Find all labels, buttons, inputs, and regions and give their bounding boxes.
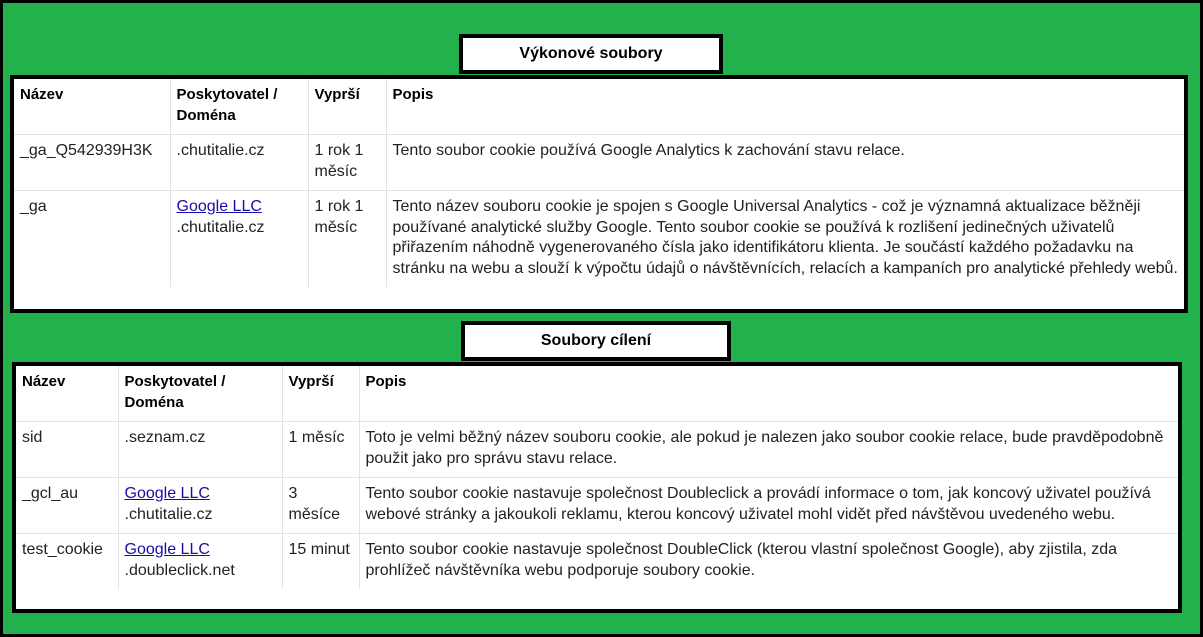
cookie-provider [118,422,282,478]
cookie-domain: .chutitalie.cz [176,142,265,159]
section-title-text: Soubory cílení [540,332,652,349]
table-row [16,422,1178,478]
cookie-domain: .doubleclick.net [124,561,235,579]
cookie-provider [118,478,282,534]
header-expires: Vyprší [308,79,386,135]
cookie-domain: .seznam.cz [124,429,206,446]
table-row [14,191,1184,288]
section-title-targeting [461,321,731,361]
cookie-name: _ga [14,191,170,288]
header-name: Název [16,366,118,422]
cookie-description: Toto je velmi běžný název souboru cookie, ale pokud je nalezen jako soubor cookie relace, bude pravděpodobně použit jako pro správu stavu relace. [359,422,1178,478]
cookie-domain: .chutitalie.cz [176,218,265,236]
cookie-expires: 1 měsíc [282,422,359,478]
cookie-description: Tento název souboru cookie je spojen s Google Universal Analytics - což je významná aktualizace běžněji používané analytické služby Google. Tento soubor cookie se používá k rozlišení jedinečných uživatelů přiřazením náhodně vygenerovaného čísla jako identifikátoru klienta. Je součástí každého požadavku na stránku na webu a slouží k výpočtu údajů o návštěvnících, relacích a kampaních pro analytické přehledy webů. [392,198,1178,277]
cookie-description: Tento soubor cookie nastavuje společnost Doubleclick a provádí informace o tom, jak koncový uživatel používá webové stránky a jakoukoli reklamu, kterou koncový uživatel mohl vidět před návštěvou uvedeného webu. [359,478,1178,534]
cookie-name: _ga_Q542939H3K [14,135,170,191]
cookie-expires: 1 rok 1 měsíc [308,191,386,288]
page-background [3,3,1200,634]
cookie-expires: 3 měsíce [282,478,359,534]
cookie-description: Tento soubor cookie používá Google Analytics k zachování stavu relace. [386,135,1184,191]
header-name: Název [14,79,170,135]
table-row [16,478,1178,534]
targeting-cookies-table [12,362,1182,613]
table-header-row [16,366,1178,422]
cookie-provider [170,191,308,288]
provider-link[interactable]: Google LLC [124,541,210,558]
table-row [16,534,1178,590]
cookie-provider [170,135,308,191]
table-row [14,135,1184,191]
header-expires: Vyprší [282,366,359,422]
cookie-provider [118,534,282,590]
provider-link[interactable]: Google LLC [176,198,262,215]
cookie-name: _gcl_au [16,478,118,534]
provider-link[interactable]: Google LLC [124,485,210,502]
header-provider: Poskytovatel / Doména [118,366,282,422]
cookie-domain: .chutitalie.cz [124,505,213,523]
header-provider: Poskytovatel / Doména [170,79,308,135]
cookie-name: test_cookie [16,534,118,590]
cookie-expires: 1 rok 1 měsíc [308,135,386,191]
cookie-expires: 15 minut [282,534,359,590]
table-header-row [14,79,1184,135]
header-description: Popis [359,366,1178,422]
performance-cookies-table [10,75,1188,313]
header-description: Popis [386,79,1184,135]
cookie-description: Tento soubor cookie nastavuje společnost DoubleClick (kterou vlastní společnost Google), aby zjistila, zda prohlížeč návštěvníka webu podporuje soubory cookie. [365,541,1118,579]
section-title-text: Výkonové soubory [519,45,663,62]
section-title-performance [459,34,723,74]
cookie-name: sid [16,422,118,478]
